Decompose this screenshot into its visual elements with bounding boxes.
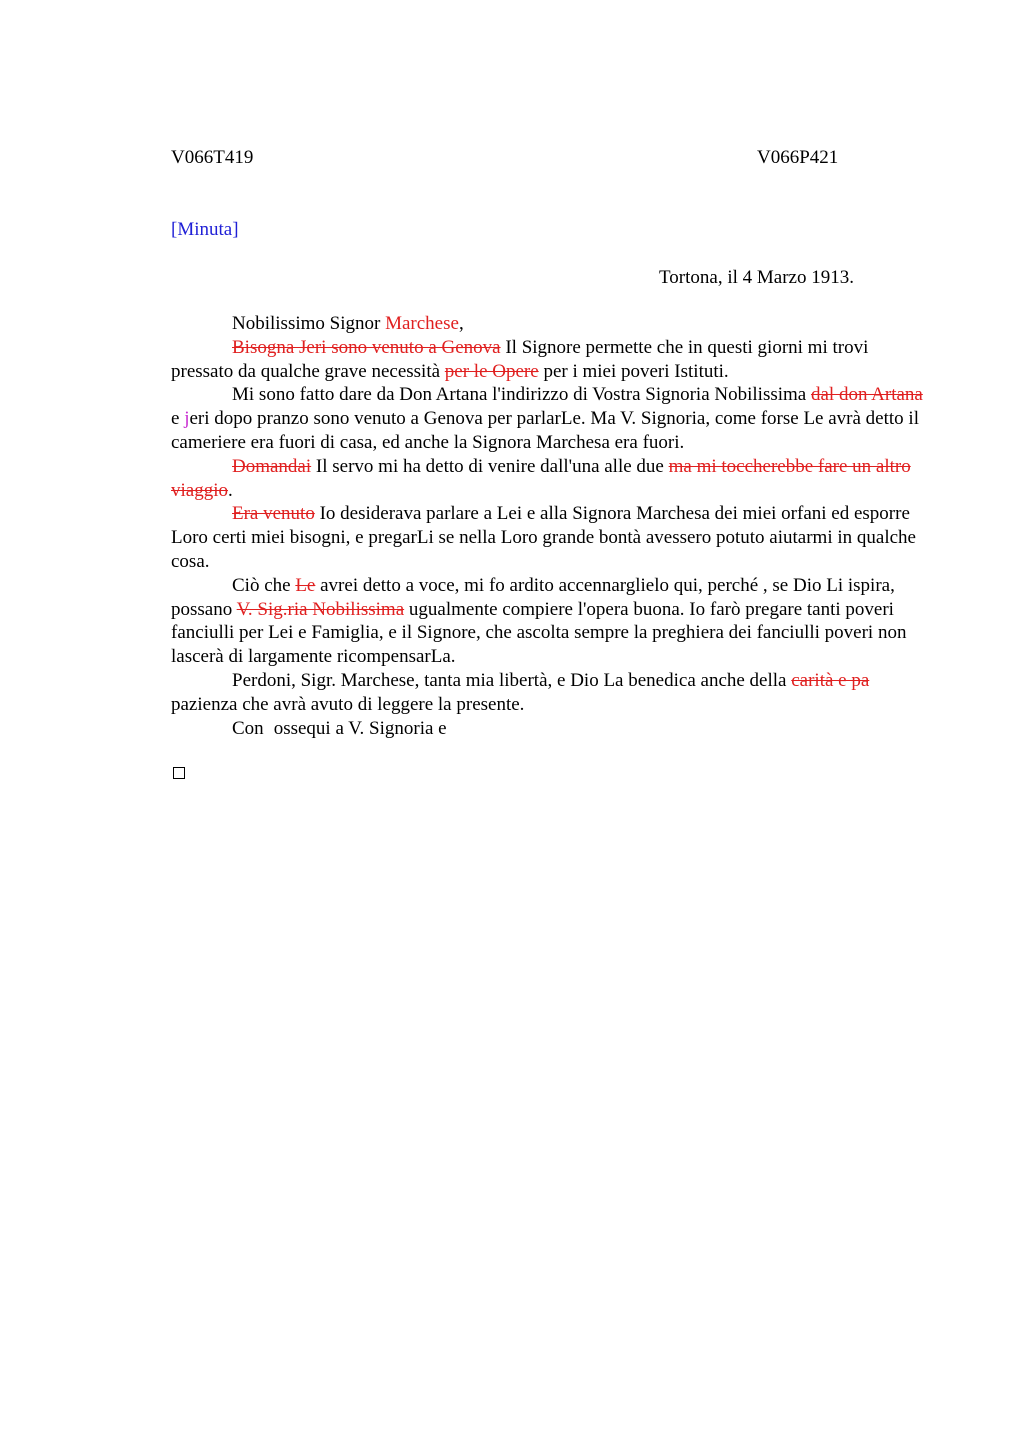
paragraph-text: Perdoni, Sigr. Marchese, tanta mia libertà, e Dio La benedica anche della bbox=[232, 669, 792, 691]
paragraph-text: Ciò che bbox=[232, 574, 296, 596]
deleted-text: Bisogna Jeri sono venuto a Genova bbox=[232, 336, 501, 358]
letter-paragraph-2 bbox=[171, 383, 931, 454]
salutation-text: Nobilissimo Signor bbox=[232, 313, 386, 334]
deleted-text: carità e pa bbox=[791, 669, 870, 691]
letter-salutation bbox=[171, 312, 931, 336]
paragraph-text: Mi sono fatto dare da Don Artana l'indirizzo di Vostra Signoria Nobilissima bbox=[232, 384, 811, 406]
paragraph-text: per i miei poveri Istituti. bbox=[538, 360, 729, 382]
deleted-text: ma mi toccherebbe fare un altro viaggio bbox=[171, 455, 911, 501]
letter-paragraph-3 bbox=[171, 455, 931, 503]
closing-word: Con bbox=[232, 717, 264, 739]
document-code-left: V066T419 bbox=[171, 147, 254, 168]
paragraph-text: . bbox=[228, 479, 233, 501]
letter-paragraph-4 bbox=[171, 502, 931, 573]
closing-text: ossequi a V. Signoria e bbox=[273, 717, 447, 739]
salutation-marchese: Marchese bbox=[385, 313, 459, 334]
checkbox-icon bbox=[173, 767, 185, 779]
paragraph-text: ugualmente compiere l'opera buona. Io farò pregare tanti poveri fanciulli per Lei e Famiglia, e il Signore, che ascolta sempre la preghiera dei fanciulli poveri non lascerà di largamente ricompensarLa. bbox=[171, 598, 907, 668]
paragraph-text: pazienza che avrà avuto di leggere la presente. bbox=[171, 693, 525, 715]
inserted-letter: j bbox=[184, 408, 190, 430]
letter-closing bbox=[171, 717, 931, 741]
paragraph-text: eri dopo pranzo sono venuto a Genova per parlarLe. Ma V. Signoria, come forse Le avrà detto il cameriere era fuori di casa, ed anche la Signora Marchesa era fuori. bbox=[171, 408, 919, 453]
paragraph-text: Il servo mi ha detto di venire dall'una alle due bbox=[311, 455, 669, 477]
letter-paragraph-1 bbox=[171, 336, 931, 384]
paragraph-text: Il Signore permette che in questi giorni mi trovi pressato da qualche grave necessità bbox=[171, 336, 869, 382]
paragraph-text: avrei detto a voce, mi fo ardito accennarglielo qui, perché , se Dio Li ispira, possano bbox=[171, 574, 895, 620]
deleted-text: V. Sig.ria Nobilissima bbox=[236, 598, 405, 620]
paragraph-text: e bbox=[171, 408, 185, 430]
letter-dateline: Tortona, il 4 Marzo 1913. bbox=[659, 267, 854, 288]
letter-paragraph-5 bbox=[171, 574, 931, 669]
salutation-comma: , bbox=[458, 313, 464, 334]
deleted-text: dal don Artana bbox=[810, 384, 923, 406]
letter-body bbox=[171, 312, 931, 740]
deleted-text: Era venuto bbox=[232, 503, 315, 525]
deleted-text: Le bbox=[295, 574, 316, 596]
paragraph-text: Io desiderava parlare a Lei e alla Signora Marchesa dei miei orfani ed esporre Loro certi miei bisogni, e pregarLi se nella Loro grande bontà avessero potuto aiutarmi in qualche cosa. bbox=[171, 503, 916, 572]
editorial-note-minuta: [Minuta] bbox=[171, 219, 239, 240]
deleted-text: Domandai bbox=[232, 455, 312, 477]
document-code-right: V066P421 bbox=[757, 147, 839, 168]
letter-paragraph-6 bbox=[171, 669, 931, 717]
deleted-text: per le Opere bbox=[444, 360, 539, 382]
